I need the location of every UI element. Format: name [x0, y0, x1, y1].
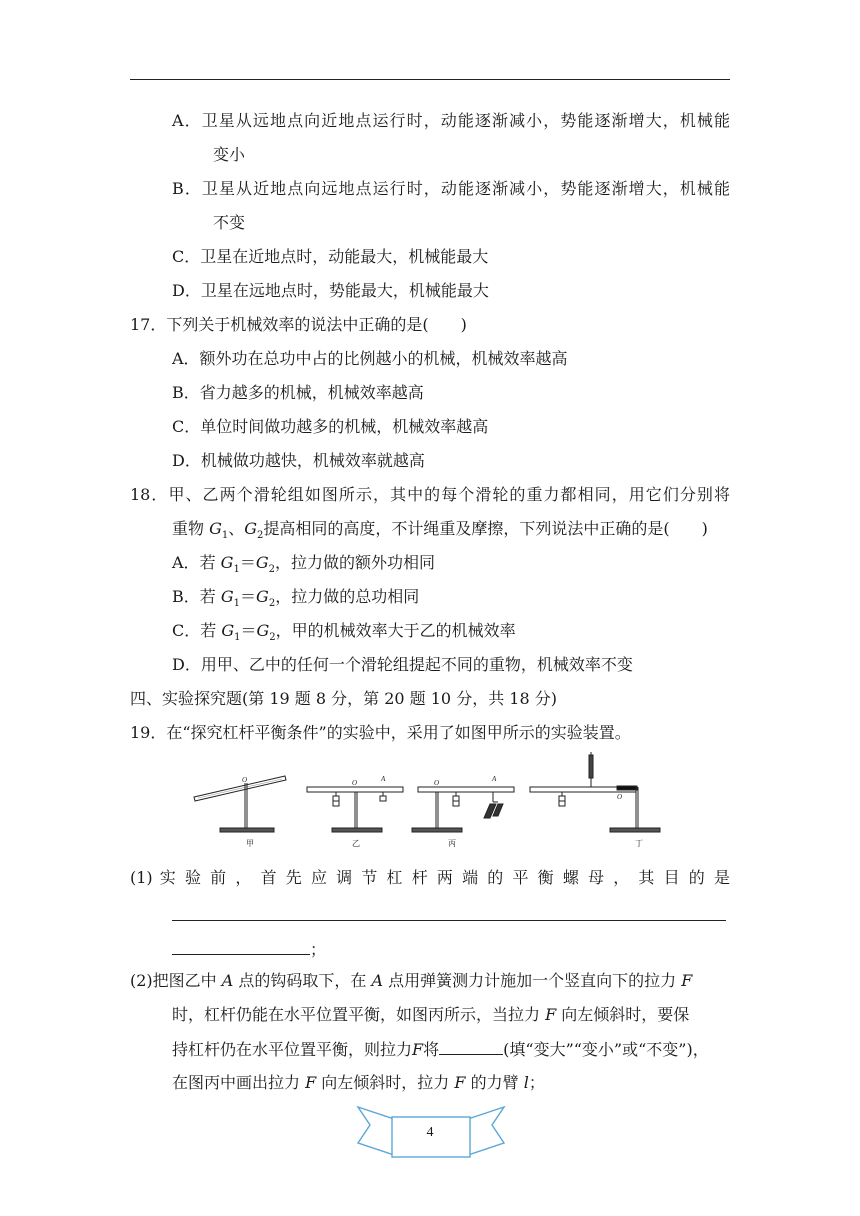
q19-part2-line1: (2)把图乙中 A 点的钩码取下，在 A 点用弹簧测力计施加一个竖直向下的拉力 F — [130, 971, 693, 990]
figure-label-bing: 丙 — [448, 839, 456, 848]
section-4-heading: 四、实验探究题(第 19 题 8 分，第 20 题 10 分，共 18 分) — [130, 689, 557, 708]
bing-o-label: O — [434, 779, 440, 787]
figure-ding — [530, 752, 660, 848]
lever-experiment-figure — [190, 752, 680, 852]
q19-part1-blank-end: ； — [172, 938, 326, 961]
ding-o-label: O — [617, 793, 623, 801]
q18-option-a: A．若 $G_1=G_2$，拉力做的额外功相同 — [172, 553, 435, 576]
q19-stem: 19．在“探究杠杆平衡条件”的实验中，采用了如图甲所示的实验装置。 — [130, 723, 631, 742]
q16-option-b-line2: 不变 — [213, 213, 246, 232]
q16-option-a-line1: A．卫星从远地点向近地点运行时，动能逐渐减小，势能逐渐增大，机械能 — [172, 111, 730, 130]
figure-yi — [307, 775, 403, 848]
figure-bing — [412, 775, 514, 848]
q17-stem: 17．下列关于机械效率的说法中正确的是( ) — [130, 315, 467, 334]
q16-option-d: D．卫星在远地点时，势能最大，机械能最大 — [172, 281, 489, 300]
q19-part1-blank-line[interactable] — [172, 904, 726, 927]
header-rule — [130, 79, 730, 80]
q18-option-c: C．若 $G_1=G_2$，甲的机械效率大于乙的机械效率 — [172, 621, 516, 644]
q17-option-a: A．额外功在总功中占的比例越小的机械，机械效率越高 — [172, 349, 568, 368]
figure-label-jia: 甲 — [246, 839, 254, 848]
q17-option-b: B．省力越多的机械，机械效率越高 — [172, 383, 424, 402]
figure-label-yi: 乙 — [352, 839, 360, 848]
q18-stem-line2: 重物 $G_1$、$G_2$提高相同的高度，不计绳重及摩擦，下列说法中正确的是( ) — [172, 519, 708, 542]
q17-option-d: D．机械做功越快，机械效率就越高 — [172, 451, 425, 470]
q19-part2-line3: 持杠杆仍在水平位置平衡，则拉力F将 (填“变大”“变小”或“不变”)， — [172, 1040, 709, 1059]
q19-part2-line4: 在图丙中画出拉力 F 向左倾斜时，拉力 F 的力臂 l； — [172, 1073, 545, 1092]
q18-option-d: D．用甲、乙中的任何一个滑轮组提起不同的重物，机械效率不变 — [172, 655, 633, 674]
bing-a-label: A — [492, 775, 497, 783]
q18-option-b: B．若 $G_1=G_2$，拉力做的总功相同 — [172, 587, 420, 610]
q16-option-a-line2: 变小 — [213, 145, 246, 164]
q17-option-c: C．单位时间做功越多的机械，机械效率越高 — [172, 417, 489, 436]
q19-part1-answer-blank-1[interactable] — [172, 904, 726, 921]
q18-stem-line1: 18．甲、乙两个滑轮组如图所示，其中的每个滑轮的重力都相同，用它们分别将 — [130, 485, 730, 504]
figure-label-ding: 丁 — [635, 839, 643, 848]
q19-part1-answer-blank-2[interactable] — [172, 938, 310, 955]
q16-option-b-line1: B．卫星从近地点向远地点运行时，动能逐渐减小，势能逐渐增大，机械能 — [172, 179, 730, 198]
q19-part2-answer-blank[interactable] — [439, 1038, 503, 1055]
q16-option-c: C．卫星在近地点时，动能最大，机械能最大 — [172, 247, 489, 266]
jia-o-label: O — [242, 776, 248, 784]
figure-jia — [194, 776, 286, 848]
q19-part2-line2: 时，杠杆仍能在水平位置平衡，如图丙所示，当拉力 F 向左倾斜时，要保 — [172, 1005, 690, 1024]
q19-part1-line1: (1) 实 验 前 ， 首 先 应 调 节 杠 杆 两 端 的 平 衡 螺 母 ， 其 目 的 是 — [130, 868, 730, 887]
yi-o-label: O — [352, 779, 358, 787]
page-number: 4 — [426, 1125, 434, 1140]
yi-a-label: A — [381, 775, 386, 783]
